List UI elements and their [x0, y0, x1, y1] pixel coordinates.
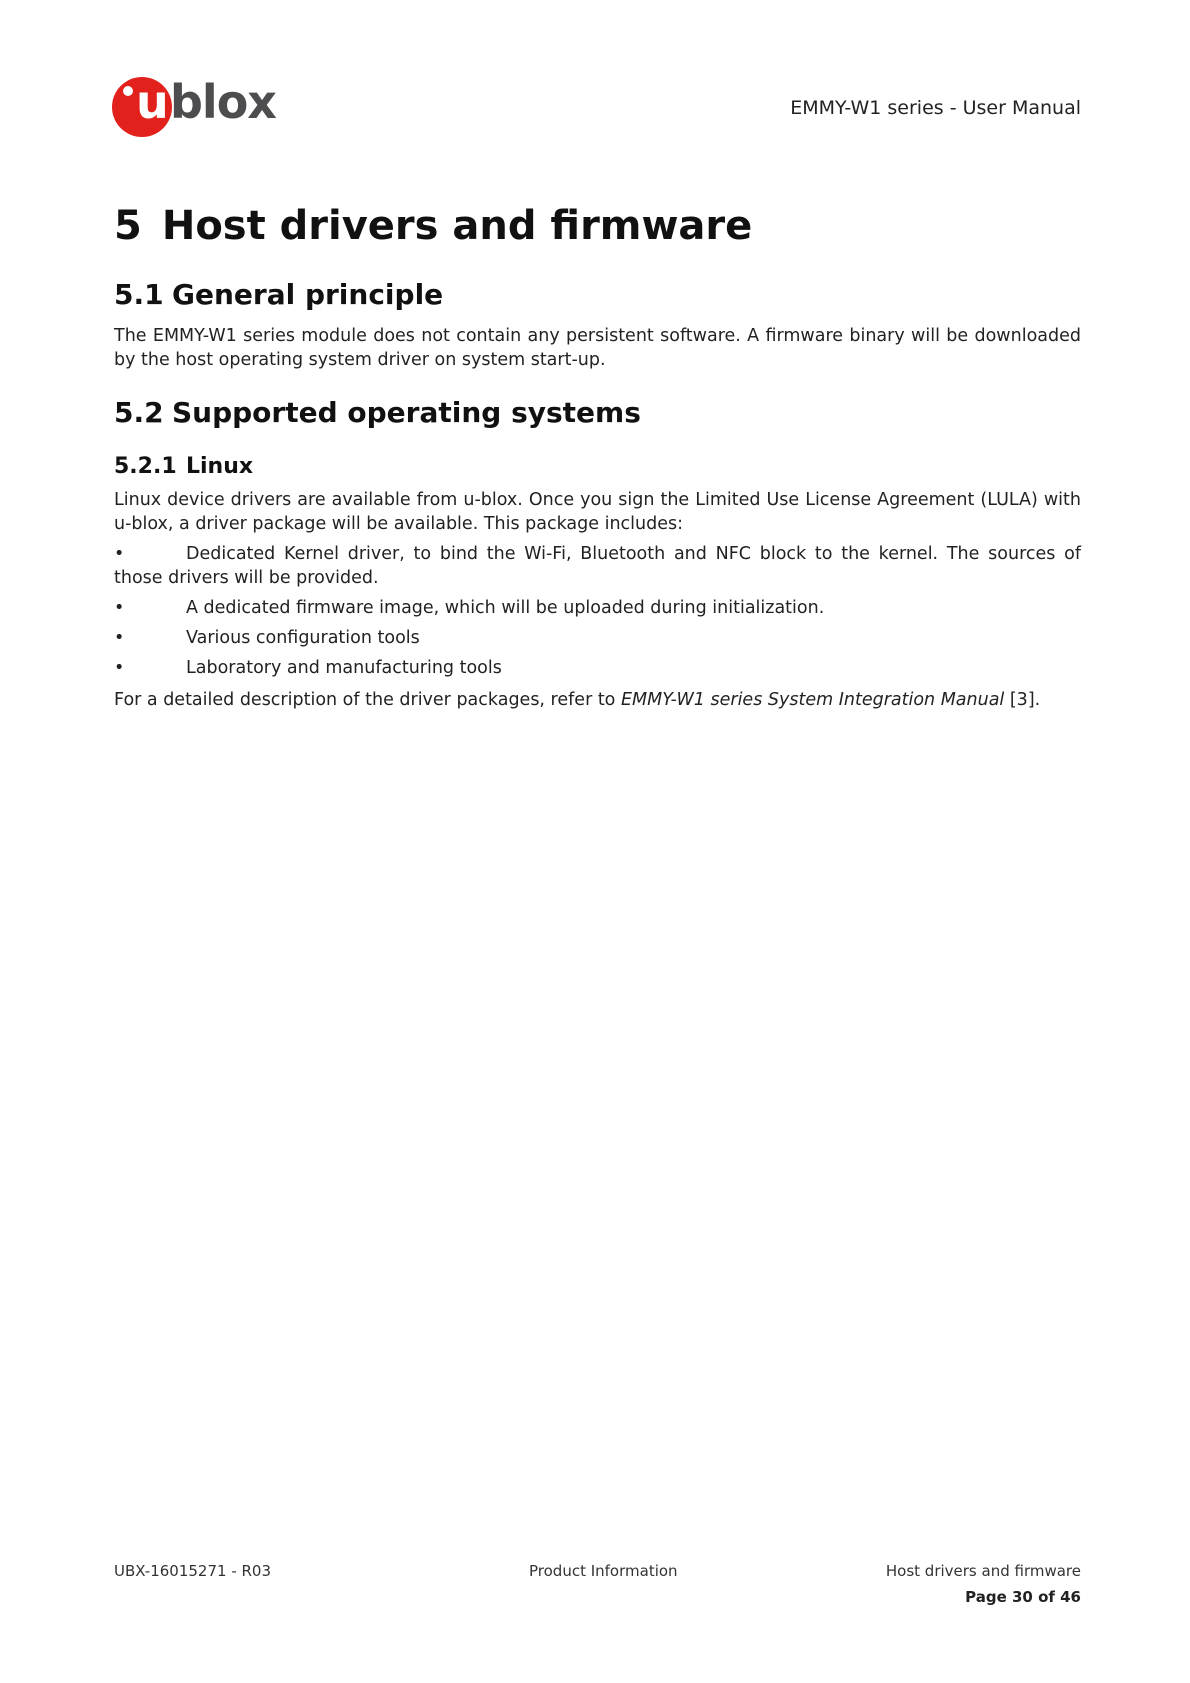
- driver-package-list: [114, 542, 1081, 686]
- section-number: 5: [114, 203, 142, 249]
- bullet-icon: •: [114, 598, 125, 618]
- reference-title: EMMY-W1 series System Integration Manual: [620, 690, 1005, 710]
- subsection-number: 5.2: [114, 396, 164, 429]
- subsection-number: 5.1: [114, 278, 164, 311]
- subsection-heading-supported-os: [114, 396, 641, 429]
- subsubsection-title: Linux: [186, 454, 254, 479]
- general-principle-paragraph: The EMMY-W1 series module does not contain any persistent software. A firmware binary will be downloaded by the host operating system driver on system start-up.: [114, 326, 1081, 370]
- subsubsection-heading-linux: [114, 454, 253, 479]
- list-item: [114, 542, 1081, 590]
- logo-dot: [123, 86, 133, 96]
- reference-suffix: [3].: [1004, 690, 1041, 710]
- section-heading: [114, 203, 752, 249]
- footer-classification: Product Information: [529, 1562, 678, 1580]
- footer-chapter: Host drivers and firmware: [885, 1562, 1081, 1580]
- bullet-icon: •: [114, 628, 125, 648]
- list-item: [114, 626, 1081, 650]
- section-title: Host drivers and firmware: [161, 203, 753, 249]
- bullet-icon: •: [114, 544, 125, 564]
- subsection-heading-general-principle: [114, 278, 443, 311]
- footer-doc-number: UBX-16015271 - R03: [114, 1562, 272, 1580]
- list-item: [114, 656, 1081, 680]
- reference-paragraph: [114, 688, 1081, 712]
- list-item-text: Various configuration tools: [186, 628, 420, 648]
- bullet-icon: •: [114, 658, 125, 678]
- subsection-title: Supported operating systems: [172, 396, 641, 429]
- reference-prefix: For a detailed description of the driver packages, refer to: [114, 690, 621, 710]
- document-title: EMMY-W1 series - User Manual: [790, 97, 1081, 119]
- footer-page-number: Page 30 of 46: [965, 1588, 1081, 1606]
- subsubsection-number: 5.2.1: [114, 454, 177, 479]
- ublox-logo: [112, 75, 276, 139]
- list-item-text: A dedicated firmware image, which will be uploaded during initialization.: [186, 598, 825, 618]
- list-item-text: Laboratory and manufacturing tools: [186, 658, 502, 678]
- logo-blox-letters: blox: [170, 75, 276, 129]
- list-item-text: Dedicated Kernel driver, to bind the Wi-Fi, Bluetooth and NFC block to the kernel. The sources of those drivers will be provided.: [114, 544, 1081, 588]
- list-item: [114, 596, 1081, 620]
- linux-intro-paragraph: Linux device drivers are available from u-blox. Once you sign the Limited Use License Agreement (LULA) with u-blox, a driver package will be available. This package includes:: [114, 490, 1081, 534]
- logo-u-letter: u: [136, 75, 168, 129]
- subsection-title: General principle: [172, 278, 444, 311]
